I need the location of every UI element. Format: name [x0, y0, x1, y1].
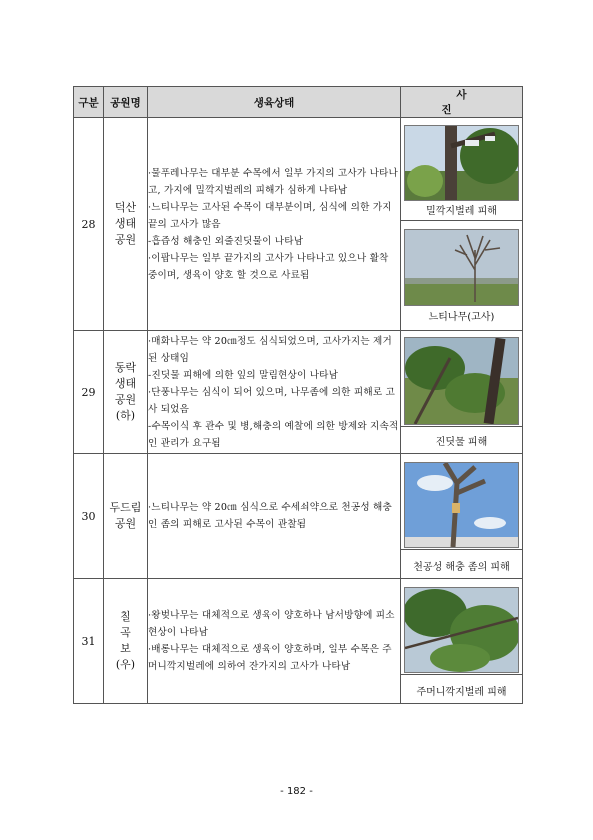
photo-caption: 밀깍지벌레 피해: [426, 206, 497, 217]
dead-tree-photo: [404, 229, 519, 306]
row-number: 30: [74, 454, 104, 579]
growth-status: ·왕벚나무는 대체적으로 생육이 양호하나 남서방향에 피소 현상이 나타남 ·배롱나무는 대체적으로 생육이 양호하며, 일부 수목은 주머니깍지벌레에 의하여 잔가지의 고사가 나타남: [148, 579, 401, 704]
growth-status: ·매화나무는 약 20㎝정도 심식되었으며, 고사가지는 제거된 상태임 -진딧물 피해에 의한 잎의 말림현상이 나타남 ·단풍나무는 심식이 되어 있으며, 나무좀에 의한 피해로 고사 되었음 -수목이식 후 관수 및 병,해충의 예찰에 의한 방제와 지속적인 관리가 요구됨: [148, 331, 401, 454]
growth-status: ·물푸레나무는 대부분 수목에서 일부 가지의 고사가 나타나고, 가지에 밀깍지벌레의 피해가 심하게 나타남 ·느티나무는 고사된 수목이 대부분이며, 심식에 의한 가지 끝의 고사가 많음 -흡즙성 해충인 외줄진딧물이 나타남 ·이팝나무는 일부 끝가지의 고사가 나타나고 있으나 활착 중이며, 생육이 양호 할 것으로 사료됨: [148, 118, 401, 331]
photo-cell: [401, 118, 523, 331]
park-name: 칠 곡 보 (우): [104, 579, 148, 704]
row-number: 31: [74, 579, 104, 704]
row-number: 28: [74, 118, 104, 331]
tree-branch-photo: [404, 125, 519, 201]
photo-caption: 느티나무(고사): [428, 312, 495, 323]
caption-divider: [401, 549, 522, 550]
park-name: 덕산 생태 공원: [104, 118, 148, 331]
header-status: 생육상태: [148, 87, 401, 118]
scale-insect-photo: [404, 587, 519, 673]
photo-caption: 천공성 해충 좀의 피해: [413, 562, 510, 573]
photo-caption: 진딧물 피해: [435, 437, 488, 448]
table-row: [74, 579, 523, 704]
growth-status: ·느티나무는 약 20㎝ 심식으로 수세쇠약으로 천공성 해충인 좀의 피해로 고사된 수목이 관찰됨: [148, 454, 401, 579]
caption-divider: [401, 674, 522, 675]
photo-cell: [401, 454, 523, 579]
photo-caption: 주머니깍지벌레 피해: [416, 687, 507, 698]
bark-beetle-photo: [404, 462, 519, 548]
header-park: 공원명: [104, 87, 148, 118]
row-number: 29: [74, 331, 104, 454]
table-row: [74, 331, 523, 454]
table-row: [74, 118, 523, 331]
photo-cell: [401, 579, 523, 704]
caption-divider: [401, 220, 522, 221]
header-photo: 사 진: [401, 87, 523, 118]
aphid-leaves-photo: [404, 337, 519, 425]
park-name: 두드림 공원: [104, 454, 148, 579]
table-header-row: [74, 87, 523, 118]
header-no: 구분: [74, 87, 104, 118]
photo-cell: [401, 331, 523, 454]
page-number: - 182 -: [280, 786, 313, 797]
table-row: [74, 454, 523, 579]
caption-divider: [401, 426, 522, 427]
park-name: 동락 생태 공원 (하): [104, 331, 148, 454]
tree-status-table: [73, 86, 523, 704]
